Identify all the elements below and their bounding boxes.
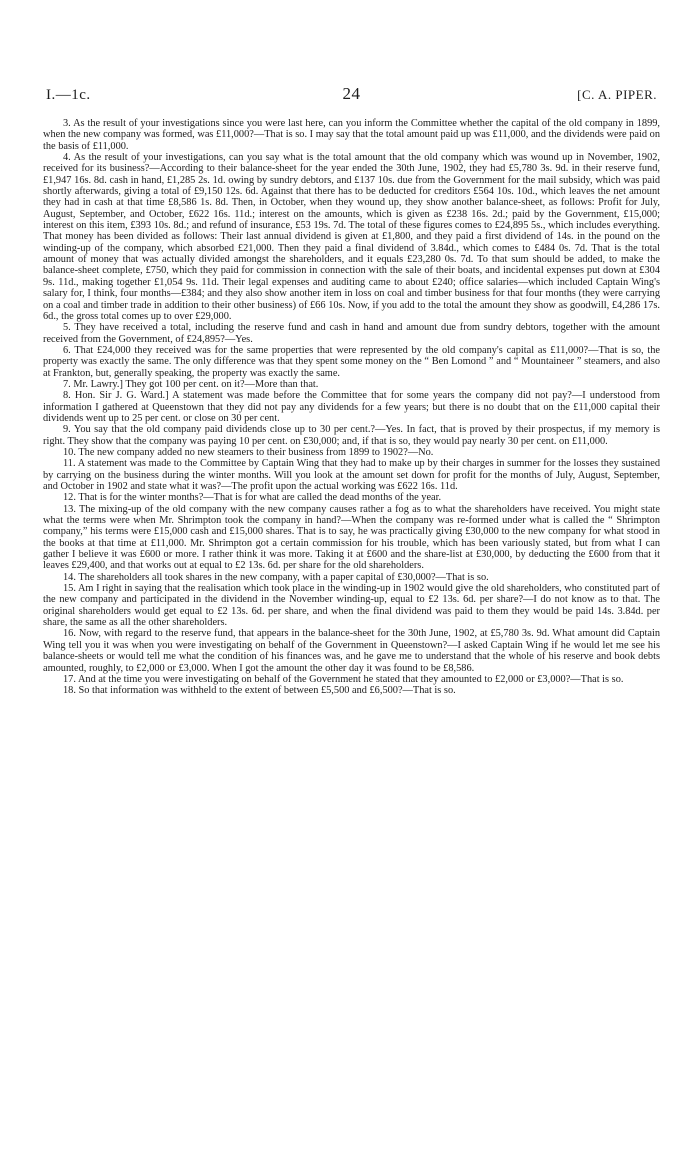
page-header: [43, 84, 660, 104]
paragraph-4: 4. As the result of your investigations, can you say what is the total amount that the old company which was wound up in November, 1902, received for its business?—According to their balance-sheet for the year ended the 30th June, 1902, they had £5,780 3s. 9d. in their reserve fund, £1,947 16s. 8d. cash in hand, £1,285 2s. 1d. owing by sundry debtors, and £137 10s. due from the Government for the mail subsidy, which was paid shortly afterwards, giving a total of £9,150 12s. 6d. Against that there has to be deducted for creditors £564 10s. 10d., which leaves the net amount they had in cash at that time £8,586 1s. 8d. Then, in October, when they wound up, they show another balance-sheet, as follows: Profit for July, August, September, and October, £622 16s. 11d.; interest on the amounts, which is given as £238 16s. 2d.; paid by the Government, £15,000; interest on this item, £393 10s. 8d.; and refund of insurance, £53 19s. 7d. The total of these figures comes to £24,895 5s., which includes everything. That money has been divided as follows: Their last annual dividend is given at £1,800, and they paid a first dividend of 14s. in the pound on the winding-up of the company, which absorbed £21,000. Then they paid a final dividend of 3.84d., which comes to £484 0s. 7d. That is the total amount of money that was actually divided amongst the shareholders, and it equals £23,280 0s. 7d. To that sum should be added, to make the balance-sheet complete, £750, which they paid for commission in connection with the sale of their boats, and incidental expenses put down at £304 9s. 11d., making together £1,054 9s. 11d. Their legal expenses and auditing came to about £240; office salaries—which included Captain Wing's salary for, I think, four months—£384; and they also show another item in loss on coal and timber business for that four months (they were carrying on a coal and timber trade in addition to their other business) of £66 10s. Now, if you add to the total the amount they show as goodwill, £4,286 17s. 6d., the gross total comes up to over £29,000.: [43, 152, 660, 322]
paragraph-12: 12. That is for the winter months?—That is for what are called the dead months of the year.: [63, 492, 442, 504]
paragraph-16: 16. Now, with regard to the reserve fund, that appears in the balance-sheet for the 30th June, 1902, at £5,780 3s. 9d. What amount did Captain Wing tell you it was when you were investigating on behalf of the Government in Queenstown?—I asked Captain Wing if he would let me see his balance-sheets or would tell me what the condition of his finances was, and he gave me to understand that the whole of his reserve and book debts amounted, roughly, to £2,000 or £3,000. When I got the amount the other day it was found to be £8,586.: [43, 628, 660, 674]
testimony-body: [43, 118, 660, 697]
paragraph-18: 18. So that information was withheld to the extent of between £5,500 and £6,500?—That is so.: [63, 685, 456, 697]
paragraph-6: 6. That £24,000 they received was for the same properties that were represented by the old company's capital as £11,000?—That is so, the property was exactly the same. The only difference was that they spent some money on the “ Ben Lomond ” and “ Mountaineer ” steamers, and also at Frankton, but, generally speaking, the property was exactly the same.: [43, 344, 660, 379]
paragraph-10: 10. The new company added no new steamers to their business from 1899 to 1902?—No.: [63, 446, 434, 458]
paragraph-8: 8. Hon. Sir J. G. Ward.] A statement was made before the Committee that for some years the company did not pay?—I understood from information I gathered at Queenstown that they did not pay any dividends for a few years; but there is no doubt that on the £11,000 capital their dividends went up to 25 per cent. or close on 30 per cent.: [43, 390, 660, 424]
header-paper-reference: I.—1c.: [46, 87, 91, 103]
paragraph-7: 7. Mr. Lawry.] They got 100 per cent. on it?—More than that.: [63, 378, 319, 390]
paragraph-14: 14. The shareholders all took shares in the new company, with a paper capital of £30,000?—That is so.: [63, 571, 489, 583]
paragraph-5: 5. They have received a total, including the reserve fund and cash in hand and amount due from sundry debtors, together with the amount received from the Government, of £24,895?—Yes.: [43, 322, 660, 345]
paragraph-11: 11. A statement was made to the Committee by Captain Wing that they had to make up by their charges in summer for the losses they sustained by carrying on the business during the winter months. Will you look at the amount set down for profit for the months of July, August, September, and October in 1902 and state what it was?—The profit upon the actual working was £622 16s. 11d.: [43, 458, 660, 492]
page-number: 24: [342, 84, 361, 103]
paragraph-3: 3. As the result of your investigations since you were last here, can you inform the Committee whether the capital of the old company in 1899, when the new company was formed, was £11,000?—That is so. I may say that the total amount paid up was £11,000, and the dividends were paid on the basis of £11,000.: [43, 118, 660, 152]
header-witness-name: [C. A. PIPER.: [577, 87, 657, 102]
paragraph-9: 9. You say that the old company paid dividends close up to 30 per cent.?—Yes. In fact, that is proved by their prospectus, if my memory is right. They show that the company was paying 10 per cent. on £30,000; and, if that is so, they would pay nearly 30 per cent. on £11,000.: [43, 424, 660, 447]
paragraph-15: 15. Am I right in saying that the realisation which took place in the winding-up in 1902 would give the old shareholders, who constituted part of the new company and participated in the dividend in the November winding-up, equal to £2 13s. 6d. per share?—I do not know as to that. The original shareholders would get equal to £2 13s. 6d. per share, and when the final dividend was paid to them they would be paid 14s. 3.84d. per share, the same as all the other shareholders.: [43, 583, 660, 629]
paragraph-17: 17. And at the time you were investigating on behalf of the Government he stated that they amounted to £2,000 or £3,000?—That is so.: [63, 673, 624, 685]
paragraph-13: 13. The mixing-up of the old company with the new company causes rather a fog as to what the shareholders have received. You might state what the terms were when Mr. Shrimpton took the company in hand?—When the company was re-formed under what is called the “ Shrimpton company,” his terms were £15,000 cash and £15,000 shares. That is to say, he was practically giving £30,000 to the new company for what stood in the books at that time at £11,000. Mr. Shrimpton got a certain commission for his trouble, which has been variously stated, but from what I can gather I believe it was £600 or more. I rather think it was more. Taking it at £600 and the share-list at £30,000, by deducting the £600 from that it leaves £29,400, and that works out at equal to £2 13s. 6d. per share for the old shareholders.: [43, 503, 660, 572]
